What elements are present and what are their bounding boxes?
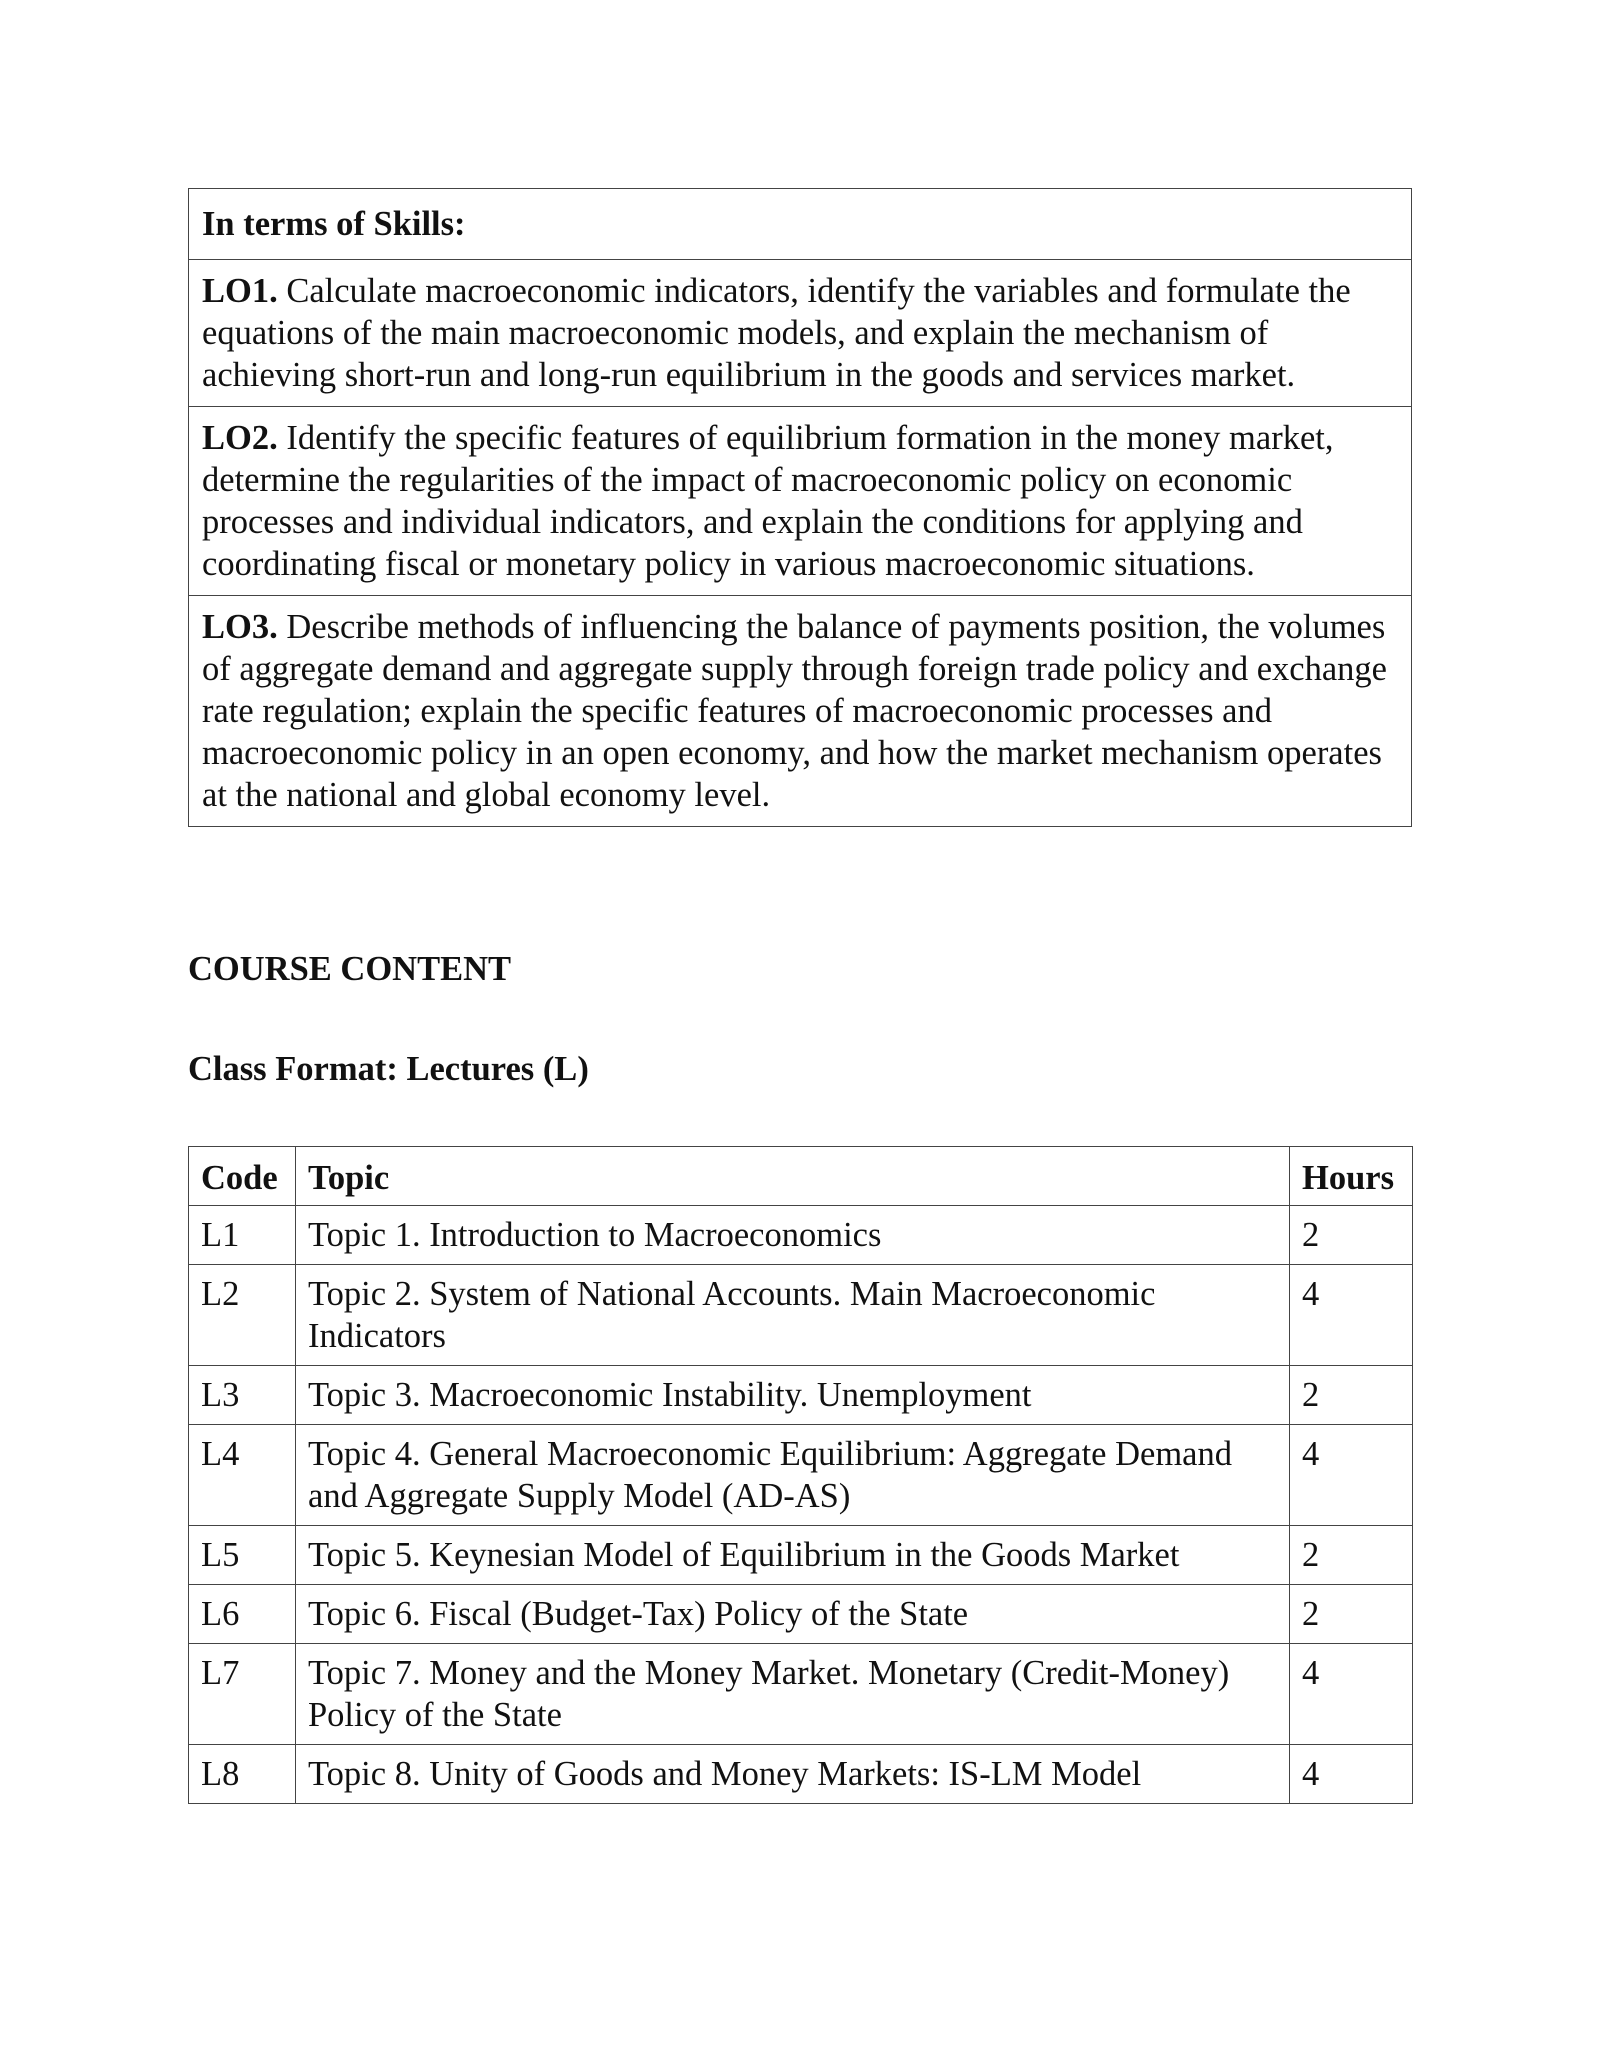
topics-header-row xyxy=(189,1147,1413,1206)
table-row xyxy=(189,1526,1413,1585)
topic-title: Topic 3. Macroeconomic Instability. Unemployment xyxy=(296,1366,1290,1425)
topics-table xyxy=(188,1146,1413,1804)
skills-header-row xyxy=(189,189,1412,260)
table-row xyxy=(189,1745,1413,1804)
skills-table xyxy=(188,188,1412,827)
topic-code: L3 xyxy=(189,1366,296,1425)
learning-outcome-code: LO2. xyxy=(202,419,278,457)
learning-outcome-text: Calculate macroeconomic indicators, identify the variables and formulate the equations of the main macroeconomic models, and explain the mechanism of achieving short-run and long-run equilibrium in the goods and services market. xyxy=(202,272,1351,394)
table-row xyxy=(189,1585,1413,1644)
topic-title: Topic 5. Keynesian Model of Equilibrium in the Goods Market xyxy=(296,1526,1290,1585)
topic-code: L7 xyxy=(189,1644,296,1745)
topic-hours: 4 xyxy=(1290,1644,1413,1745)
code-column-header: Code xyxy=(189,1147,296,1206)
topic-column-header: Topic xyxy=(296,1147,1290,1206)
topic-code: L4 xyxy=(189,1425,296,1526)
hours-column-header: Hours xyxy=(1290,1147,1413,1206)
learning-outcome-row xyxy=(189,407,1412,596)
learning-outcome-code: LO1. xyxy=(202,272,278,310)
topic-hours: 2 xyxy=(1290,1366,1413,1425)
topic-title: Topic 7. Money and the Money Market. Monetary (Credit-Money) Policy of the State xyxy=(296,1644,1290,1745)
topic-hours: 2 xyxy=(1290,1526,1413,1585)
table-row xyxy=(189,1644,1413,1745)
learning-outcome-cell xyxy=(189,407,1412,596)
learning-outcome-text: Describe methods of influencing the balance of payments position, the volumes of aggregate demand and aggregate supply through foreign trade policy and exchange rate regulation; explain the specific features of macroeconomic processes and macroeconomic policy in an open economy, and how the market mechanism operates at the national and global economy level. xyxy=(202,608,1387,814)
topic-title: Topic 1. Introduction to Macroeconomics xyxy=(296,1206,1290,1265)
topic-code: L6 xyxy=(189,1585,296,1644)
learning-outcome-row xyxy=(189,260,1412,407)
topic-code: L8 xyxy=(189,1745,296,1804)
table-row xyxy=(189,1206,1413,1265)
table-row xyxy=(189,1265,1413,1366)
topic-code: L5 xyxy=(189,1526,296,1585)
table-row xyxy=(189,1425,1413,1526)
topic-title: Topic 6. Fiscal (Budget-Tax) Policy of the State xyxy=(296,1585,1290,1644)
learning-outcome-cell xyxy=(189,260,1412,407)
learning-outcome-code: LO3. xyxy=(202,608,278,646)
topic-title: Topic 8. Unity of Goods and Money Markets: IS-LM Model xyxy=(296,1745,1290,1804)
topic-hours: 4 xyxy=(1290,1425,1413,1526)
topic-hours: 2 xyxy=(1290,1206,1413,1265)
topic-hours: 2 xyxy=(1290,1585,1413,1644)
learning-outcome-row xyxy=(189,596,1412,827)
topic-title: Topic 2. System of National Accounts. Main Macroeconomic Indicators xyxy=(296,1265,1290,1366)
learning-outcome-text: Identify the specific features of equilibrium formation in the money market, determine the regularities of the impact of macroeconomic policy on economic processes and individual indicators, and explain the conditions for applying and coordinating fiscal or monetary policy in various macroeconomic situations. xyxy=(202,419,1334,583)
topic-title: Topic 4. General Macroeconomic Equilibrium: Aggregate Demand and Aggregate Supply Model (AD-AS) xyxy=(296,1425,1290,1526)
course-content-heading: COURSE CONTENT xyxy=(188,950,512,988)
learning-outcome-cell xyxy=(189,596,1412,827)
topic-hours: 4 xyxy=(1290,1265,1413,1366)
topic-hours: 4 xyxy=(1290,1745,1413,1804)
table-row xyxy=(189,1366,1413,1425)
topic-code: L2 xyxy=(189,1265,296,1366)
topic-code: L1 xyxy=(189,1206,296,1265)
class-format-heading: Class Format: Lectures (L) xyxy=(188,1050,589,1088)
skills-header: In terms of Skills: xyxy=(189,189,1412,260)
